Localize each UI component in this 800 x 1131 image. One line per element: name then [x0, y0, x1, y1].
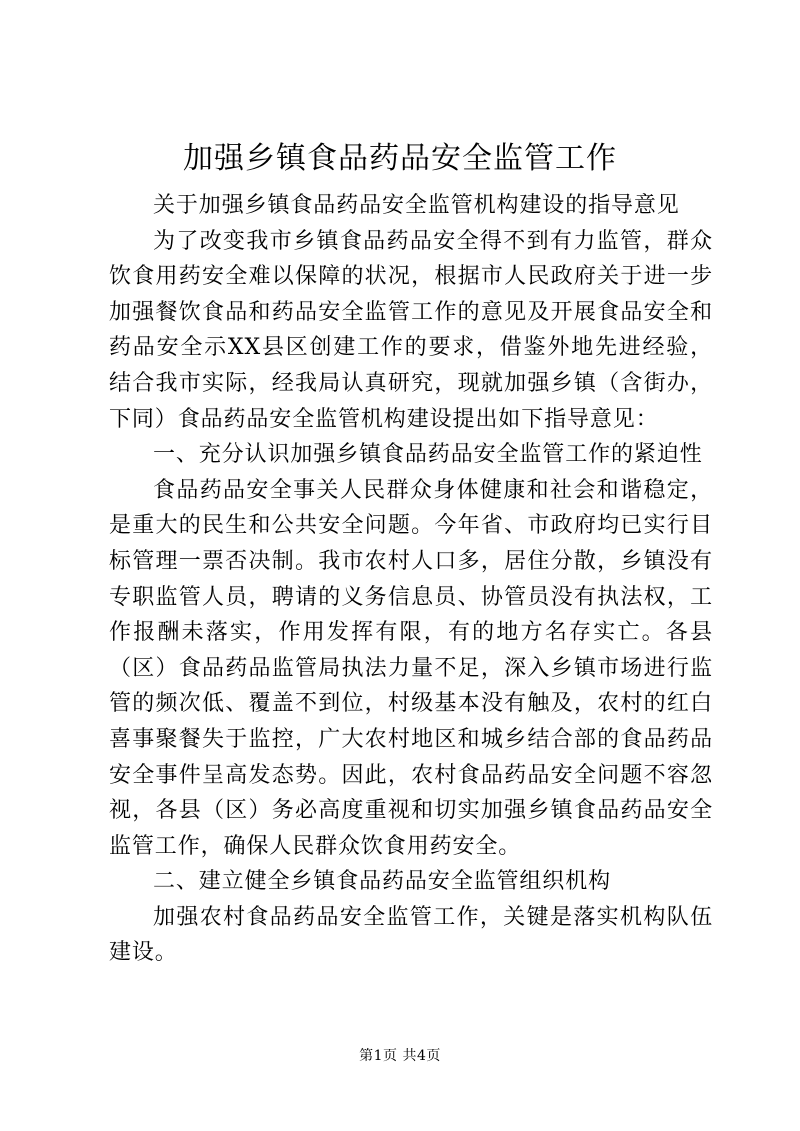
document-title: 加强乡镇食品药品安全监管工作: [183, 141, 617, 176]
paragraph-intro: 为了改变我市乡镇食品药品安全得不到有力监管，群众饮食用药安全难以保障的状况，根据市人民政府关于进一步加强餐饮食品和药品安全监管工作的意见及开展食品安全和药品安全示XX县区创建工作的要求，借鉴外地先进经验，结合我市实际，经我局认真研究，现就加强乡镇（含街办，下同）食品药品安全监管机构建设提出如下指导意见：: [109, 228, 713, 432]
paragraph-section-1: 食品药品安全事关人民群众身体健康和社会和谐稳定，是重大的民生和公共安全问题。今年省、市政府均已实行目标管理一票否决制。我市农村人口多，居住分散，乡镇没有专职监管人员，聘请的义务信息员、协管员没有执法权，工作报酬未落实，作用发挥有限，有的地方名存实亡。各县（区）食品药品监管局执法力量不足，深入乡镇市场进行监管的频次低、覆盖不到位，村级基本没有触及，农村的红白喜事聚餐失于监控，广大农村地区和城乡结合部的食品药品安全事件呈高发态势。因此，农村食品药品安全问题不容忽视，各县（区）务必高度重视和切实加强乡镇食品药品安全监管工作，确保人民群众饮食用药安全。: [109, 477, 713, 859]
section-heading-2: 二、建立健全乡镇食品药品安全监管组织机构: [153, 869, 612, 895]
paragraph-section-2: 加强农村食品药品安全监管工作，关键是落实机构队伍建设。: [109, 904, 713, 966]
paragraph-subtitle: 关于加强乡镇食品药品安全监管机构建设的指导意见: [153, 193, 680, 218]
page-number-footer: 第1页 共4页: [359, 1048, 441, 1064]
document-body: [109, 188, 713, 971]
section-heading-1: 一、充分认识加强乡镇食品药品安全监管工作的紧迫性: [153, 442, 703, 468]
